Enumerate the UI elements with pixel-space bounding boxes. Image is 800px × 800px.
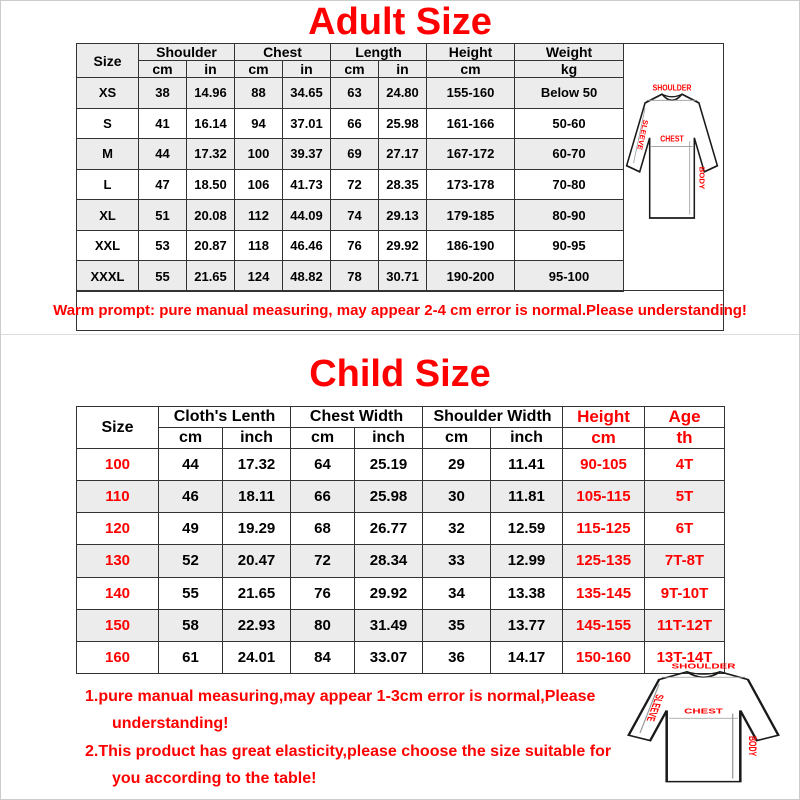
- child-size-label: 140: [77, 577, 159, 609]
- unit-cell: in: [283, 61, 331, 78]
- adult-table-row: [77, 261, 624, 292]
- child-chest-inch: 25.98: [355, 481, 423, 513]
- child-height-range: 105-115: [563, 481, 645, 513]
- child-size-label: 120: [77, 513, 159, 545]
- child-table-row: [77, 481, 725, 513]
- tshirt-diagram-icon: [621, 661, 786, 794]
- child-chest-cm: 76: [291, 577, 355, 609]
- child-length-inch: 19.29: [223, 513, 291, 545]
- child-chest-cm: 72: [291, 545, 355, 577]
- adult-shoulder-cm: 55: [139, 261, 187, 292]
- child-shoulder-cm: 29: [423, 449, 491, 481]
- adult-chest-cm: 124: [235, 261, 283, 292]
- child-chest-cm: 84: [291, 641, 355, 673]
- child-chest-width-header: Chest Width: [291, 407, 423, 428]
- child-chest-cm: 66: [291, 481, 355, 513]
- unit-cell: cm: [235, 61, 283, 78]
- unit-cell: cm: [139, 61, 187, 78]
- child-length-cm: 61: [159, 641, 223, 673]
- child-header-groups-row: [77, 407, 725, 428]
- adult-chest-cm: 118: [235, 230, 283, 261]
- child-size-label: 100: [77, 449, 159, 481]
- adult-chest-in: 46.46: [283, 230, 331, 261]
- child-shoulder-cm: 32: [423, 513, 491, 545]
- adult-length-in: 30.71: [379, 261, 427, 292]
- chest-label: CHEST: [660, 133, 684, 144]
- child-size-label: 130: [77, 545, 159, 577]
- child-height-range: 115-125: [563, 513, 645, 545]
- adult-length-in: 25.98: [379, 108, 427, 139]
- child-height-range: 145-155: [563, 609, 645, 641]
- child-shoulder-cm: 34: [423, 577, 491, 609]
- adult-length-cm: 66: [331, 108, 379, 139]
- adult-chest-cm: 88: [235, 78, 283, 109]
- adult-section: [53, 43, 747, 331]
- unit-cell: cm: [427, 61, 515, 78]
- child-chest-inch: 31.49: [355, 609, 423, 641]
- adult-title: Adult Size: [308, 1, 492, 43]
- child-size-header: Size: [77, 407, 159, 449]
- adult-height-range: 155-160: [427, 78, 515, 109]
- child-table-row: [77, 545, 725, 577]
- child-height-header: Height: [563, 407, 645, 428]
- unit-cell: kg: [515, 61, 624, 78]
- child-age-range: 9T-10T: [645, 577, 725, 609]
- adult-weight-range: 70-80: [515, 169, 624, 200]
- adult-table-row: [77, 230, 624, 261]
- child-table-head: [77, 407, 725, 449]
- child-shoulder-inch: 14.17: [491, 641, 563, 673]
- adult-chest-in: 37.01: [283, 108, 331, 139]
- child-length-inch: 20.47: [223, 545, 291, 577]
- adult-shoulder-cm: 44: [139, 139, 187, 170]
- child-shoulder-inch: 13.38: [491, 577, 563, 609]
- child-age-header: Age: [645, 407, 725, 428]
- unit-cell: cm: [291, 428, 355, 449]
- note-1: 1.pure manual measuring,may appear 1-3cm error is normal,Please understanding!: [85, 688, 596, 732]
- child-length-cm: 49: [159, 513, 223, 545]
- child-size-label: 160: [77, 641, 159, 673]
- adult-height-range: 173-178: [427, 169, 515, 200]
- child-height-range: 135-145: [563, 577, 645, 609]
- child-chest-inch: 33.07: [355, 641, 423, 673]
- adult-shoulder-in: 17.32: [187, 139, 235, 170]
- child-shoulder-cm: 35: [423, 609, 491, 641]
- child-age-range: 6T: [645, 513, 725, 545]
- note-2: 2.This product has great elasticity,please choose the size suitable for you according to the table!: [85, 743, 612, 787]
- adult-height-range: 186-190: [427, 230, 515, 261]
- child-age-range: 11T-12T: [645, 609, 725, 641]
- adult-shoulder-cm: 47: [139, 169, 187, 200]
- adult-chest-header: Chest: [235, 44, 331, 61]
- tshirt-diagram-icon: [622, 82, 722, 232]
- adult-height-range: 161-166: [427, 108, 515, 139]
- child-size-table: [76, 406, 725, 674]
- adult-chest-in: 39.37: [283, 139, 331, 170]
- adult-shoulder-in: 14.96: [187, 78, 235, 109]
- adult-size-label: L: [77, 169, 139, 200]
- child-height-range: 150-160: [563, 641, 645, 673]
- child-table-body: [77, 449, 725, 674]
- tshirt-outline: [627, 94, 718, 218]
- child-shoulder-inch: 11.41: [491, 449, 563, 481]
- tshirt-outline: [629, 672, 779, 782]
- child-chest-cm: 80: [291, 609, 355, 641]
- adult-size-label: XXL: [77, 230, 139, 261]
- sleeve-label: SLEEVE: [635, 118, 650, 152]
- adult-size-label: XL: [77, 200, 139, 231]
- adult-length-cm: 72: [331, 169, 379, 200]
- adult-height-range: 190-200: [427, 261, 515, 292]
- child-shoulder-inch: 12.59: [491, 513, 563, 545]
- adult-length-cm: 69: [331, 139, 379, 170]
- child-length-cm: 44: [159, 449, 223, 481]
- section-divider: [1, 334, 799, 335]
- child-notes: [85, 683, 635, 793]
- adult-chest-in: 48.82: [283, 261, 331, 292]
- adult-shoulder-cm: 51: [139, 200, 187, 231]
- adult-size-label: S: [77, 108, 139, 139]
- sleeve-label: SLEEVE: [642, 693, 666, 723]
- child-height-range: 125-135: [563, 545, 645, 577]
- adult-table-row: [77, 169, 624, 200]
- adult-length-in: 28.35: [379, 169, 427, 200]
- child-chest-cm: 64: [291, 449, 355, 481]
- child-length-cm: 46: [159, 481, 223, 513]
- adult-table-head: [77, 44, 624, 78]
- child-shoulder-width-header: Shoulder Width: [423, 407, 563, 428]
- adult-header-groups-row: [77, 44, 624, 61]
- adult-weight-range: 60-70: [515, 139, 624, 170]
- adult-shoulder-cm: 53: [139, 230, 187, 261]
- child-table-row: [77, 609, 725, 641]
- body-label: BODY: [745, 736, 759, 757]
- adult-header-units-row: [77, 61, 624, 78]
- unit-cell: cm: [159, 428, 223, 449]
- adult-table-row: [77, 139, 624, 170]
- adult-size-label: XS: [77, 78, 139, 109]
- child-table-row: [77, 577, 725, 609]
- unit-cell: in: [379, 61, 427, 78]
- child-shoulder-inch: 12.99: [491, 545, 563, 577]
- child-size-label: 150: [77, 609, 159, 641]
- child-title: Child Size: [309, 353, 491, 395]
- adult-shirt-diagram: [622, 82, 722, 232]
- child-length-inch: 24.01: [223, 641, 291, 673]
- child-chest-inch: 25.19: [355, 449, 423, 481]
- child-shirt-diagram: [621, 661, 786, 794]
- adult-table-row: [77, 78, 624, 109]
- child-age-range: 7T-8T: [645, 545, 725, 577]
- adult-warning-text: Warm prompt: pure manual measuring, may appear 2-4 cm error is normal.Please understanding!: [77, 290, 723, 330]
- adult-length-in: 27.17: [379, 139, 427, 170]
- unit-cell: cm: [331, 61, 379, 78]
- adult-chest-cm: 112: [235, 200, 283, 231]
- unit-cell: in: [187, 61, 235, 78]
- adult-shoulder-in: 21.65: [187, 261, 235, 292]
- child-size-label: 110: [77, 481, 159, 513]
- adult-length-cm: 74: [331, 200, 379, 231]
- adult-shoulder-cm: 41: [139, 108, 187, 139]
- adult-chest-cm: 100: [235, 139, 283, 170]
- unit-cell: cm: [563, 428, 645, 449]
- adult-shoulder-header: Shoulder: [139, 44, 235, 61]
- adult-chest-in: 41.73: [283, 169, 331, 200]
- child-cloth-length-header: Cloth's Lenth: [159, 407, 291, 428]
- adult-shoulder-in: 20.08: [187, 200, 235, 231]
- child-age-range: 13T-14T: [645, 641, 725, 673]
- adult-shoulder-in: 20.87: [187, 230, 235, 261]
- shoulder-label: SHOULDER: [652, 83, 692, 93]
- child-length-cm: 55: [159, 577, 223, 609]
- adult-weight-range: 90-95: [515, 230, 624, 261]
- unit-cell: inch: [223, 428, 291, 449]
- adult-weight-range: 95-100: [515, 261, 624, 292]
- adult-chest-in: 44.09: [283, 200, 331, 231]
- adult-chest-cm: 94: [235, 108, 283, 139]
- adult-shoulder-in: 16.14: [187, 108, 235, 139]
- child-age-range: 4T: [645, 449, 725, 481]
- child-chest-inch: 28.34: [355, 545, 423, 577]
- child-header-units-row: [77, 428, 725, 449]
- child-shoulder-cm: 33: [423, 545, 491, 577]
- unit-cell: inch: [491, 428, 563, 449]
- adult-weight-range: Below 50: [515, 78, 624, 109]
- child-length-inch: 18.11: [223, 481, 291, 513]
- adult-height-header: Height: [427, 44, 515, 61]
- child-shoulder-cm: 36: [423, 641, 491, 673]
- adult-size-label: XXXL: [77, 261, 139, 292]
- adult-length-cm: 78: [331, 261, 379, 292]
- unit-cell: th: [645, 428, 725, 449]
- adult-table-body: [77, 78, 624, 292]
- adult-length-cm: 76: [331, 230, 379, 261]
- adult-shoulder-in: 18.50: [187, 169, 235, 200]
- child-chest-cm: 68: [291, 513, 355, 545]
- adult-length-in: 29.92: [379, 230, 427, 261]
- child-shoulder-cm: 30: [423, 481, 491, 513]
- unit-cell: cm: [423, 428, 491, 449]
- adult-length-cm: 63: [331, 78, 379, 109]
- child-chest-inch: 26.77: [355, 513, 423, 545]
- adult-weight-range: 50-60: [515, 108, 624, 139]
- shoulder-label: SHOULDER: [671, 662, 736, 671]
- adult-height-range: 179-185: [427, 200, 515, 231]
- adult-chest-cm: 106: [235, 169, 283, 200]
- body-label: BODY: [697, 166, 707, 190]
- child-shoulder-inch: 11.81: [491, 481, 563, 513]
- child-table-row: [77, 513, 725, 545]
- unit-cell: inch: [355, 428, 423, 449]
- adult-size-table: [76, 43, 624, 292]
- child-age-range: 5T: [645, 481, 725, 513]
- child-length-cm: 52: [159, 545, 223, 577]
- child-length-inch: 17.32: [223, 449, 291, 481]
- adult-height-range: 167-172: [427, 139, 515, 170]
- adult-chest-in: 34.65: [283, 78, 331, 109]
- child-length-cm: 58: [159, 609, 223, 641]
- adult-shoulder-cm: 38: [139, 78, 187, 109]
- adult-table-row: [77, 108, 624, 139]
- adult-size-label: M: [77, 139, 139, 170]
- child-length-inch: 22.93: [223, 609, 291, 641]
- adult-table-row: [77, 200, 624, 231]
- child-chest-inch: 29.92: [355, 577, 423, 609]
- adult-length-header: Length: [331, 44, 427, 61]
- adult-length-in: 24.80: [379, 78, 427, 109]
- child-shoulder-inch: 13.77: [491, 609, 563, 641]
- child-height-range: 90-105: [563, 449, 645, 481]
- adult-size-header: Size: [77, 44, 139, 78]
- child-table-row: [77, 449, 725, 481]
- chest-label: CHEST: [684, 707, 723, 716]
- adult-weight-range: 80-90: [515, 200, 624, 231]
- adult-length-in: 29.13: [379, 200, 427, 231]
- child-length-inch: 21.65: [223, 577, 291, 609]
- adult-weight-header: Weight: [515, 44, 624, 61]
